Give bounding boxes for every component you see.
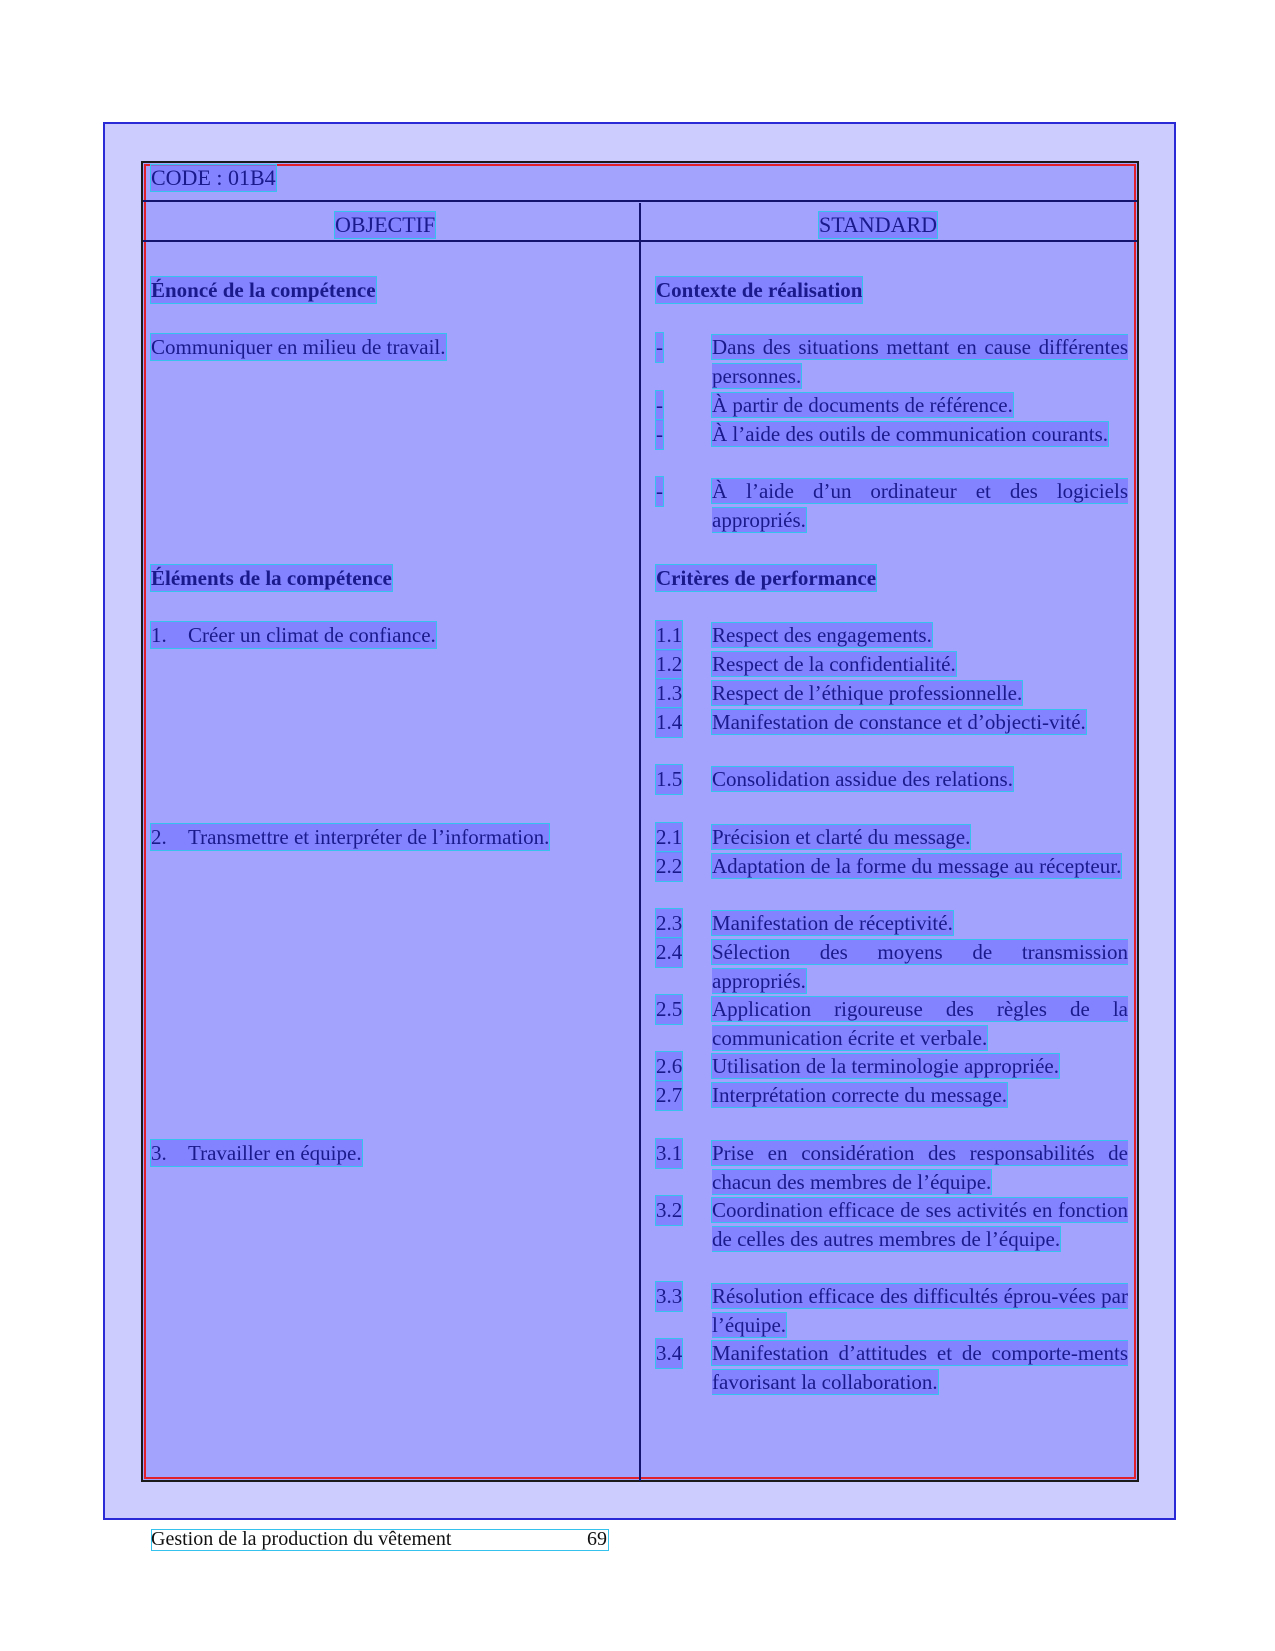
element-item [151, 824, 549, 850]
critere-number: 3.2 [656, 1196, 682, 1225]
critere-number: 2.2 [656, 852, 682, 881]
element-text: Transmettre et interpréter de l’information. [188, 825, 550, 849]
contexte-title: Contexte de réalisation [656, 278, 863, 302]
critere-text: Adaptation de la forme du message au récepteur. [712, 854, 1122, 878]
critere-number: 1.2 [656, 650, 682, 679]
critere-number: 2.1 [656, 823, 682, 852]
contexte-text: À l’aide des outils de communication courants. [712, 422, 1108, 446]
footer-title: Gestion de la production du vêtement [151, 1528, 452, 1550]
element-item [151, 622, 436, 648]
critere-text: Manifestation de constance et d’objecti-vité. [712, 710, 1086, 734]
contexte-item [656, 333, 1128, 390]
critere-text: Manifestation d’attitudes et de comporte-ments favorisant la collaboration. [712, 1341, 1128, 1394]
critere-number: 1.5 [656, 765, 682, 794]
critere-item [656, 1052, 1128, 1081]
critere-item [656, 650, 1128, 679]
bullet: - [656, 391, 663, 420]
critere-number: 3.4 [656, 1339, 682, 1368]
critere-text: Interprétation correcte du message. [712, 1083, 1008, 1107]
critere-text: Respect de la confidentialité. [712, 652, 956, 676]
critere-text: Coordination efficace de ses activités en fonction de celles des autres membres de l’équipe. [712, 1198, 1128, 1251]
contexte-text: À l’aide d’un ordinateur et des logiciels appropriés. [712, 479, 1128, 532]
critere-item [656, 938, 1128, 995]
critere-text: Prise en considération des responsabilités de chacun des membres de l’équipe. [712, 1141, 1128, 1194]
contexte-item [656, 420, 1128, 449]
critere-text: Application rigoureuse des règles de la communication écrite et verbale. [712, 997, 1128, 1050]
bullet: - [656, 420, 663, 449]
critere-text: Résolution efficace des difficultés éprou-vées par l’équipe. [712, 1284, 1128, 1337]
critere-number: 3.3 [656, 1282, 682, 1311]
critere-text: Sélection des moyens de transmission appropriés. [712, 940, 1128, 993]
critere-number: 2.6 [656, 1052, 682, 1081]
contexte-item [656, 477, 1128, 534]
page-number: 69 [587, 1528, 607, 1550]
critere-item [656, 1282, 1128, 1339]
critere-item [656, 1339, 1128, 1396]
critere-number: 1.3 [656, 679, 682, 708]
objective-header: OBJECTIF [335, 212, 436, 237]
critere-number: 2.4 [656, 938, 682, 967]
element-item [151, 1140, 362, 1166]
contexte-text: Dans des situations mettant en cause différentes personnes. [712, 335, 1128, 388]
critere-item [656, 1081, 1128, 1110]
critere-item [656, 823, 1128, 852]
element-text: Créer un climat de confiance. [188, 623, 436, 647]
critere-text: Respect de l’éthique professionnelle. [712, 681, 1023, 705]
critere-text: Consolidation assidue des relations. [712, 767, 1013, 791]
critere-text: Respect des engagements. [712, 623, 932, 647]
criteres-title: Critères de performance [656, 566, 877, 590]
contexte-text: À partir de documents de référence. [712, 393, 1013, 417]
bullet: - [656, 333, 663, 362]
critere-number: 1.4 [656, 708, 682, 737]
standard-header: STANDARD [819, 212, 938, 237]
column-divider [639, 203, 641, 1481]
header-divider [143, 200, 1137, 202]
critere-item [656, 995, 1128, 1052]
critere-number: 1.1 [656, 621, 682, 650]
element-number: 2. [151, 825, 167, 849]
critere-text: Manifestation de réceptivité. [712, 911, 953, 935]
critere-item [656, 1139, 1128, 1196]
critere-number: 2.5 [656, 995, 682, 1024]
critere-item [656, 679, 1128, 708]
element-number: 3. [151, 1141, 167, 1165]
critere-item [656, 1196, 1128, 1253]
critere-item [656, 852, 1128, 881]
code-label: CODE : 01B4 [151, 165, 276, 190]
element-text: Travailler en équipe. [188, 1141, 362, 1165]
critere-item [656, 765, 1128, 794]
enonce-title: Énoncé de la compétence [151, 278, 376, 302]
element-number: 1. [151, 623, 167, 647]
critere-text: Précision et clarté du message. [712, 825, 971, 849]
critere-number: 2.3 [656, 909, 682, 938]
bullet: - [656, 477, 663, 506]
enonce-text: Communiquer en milieu de travail. [151, 335, 446, 359]
critere-item [656, 708, 1128, 737]
critere-number: 3.1 [656, 1139, 682, 1168]
critere-text: Utilisation de la terminologie appropriée. [712, 1054, 1059, 1078]
critere-number: 2.7 [656, 1081, 682, 1110]
critere-item [656, 909, 1128, 938]
elements-title: Éléments de la compétence [151, 566, 392, 590]
contexte-item [656, 391, 1128, 420]
critere-item [656, 621, 1128, 650]
